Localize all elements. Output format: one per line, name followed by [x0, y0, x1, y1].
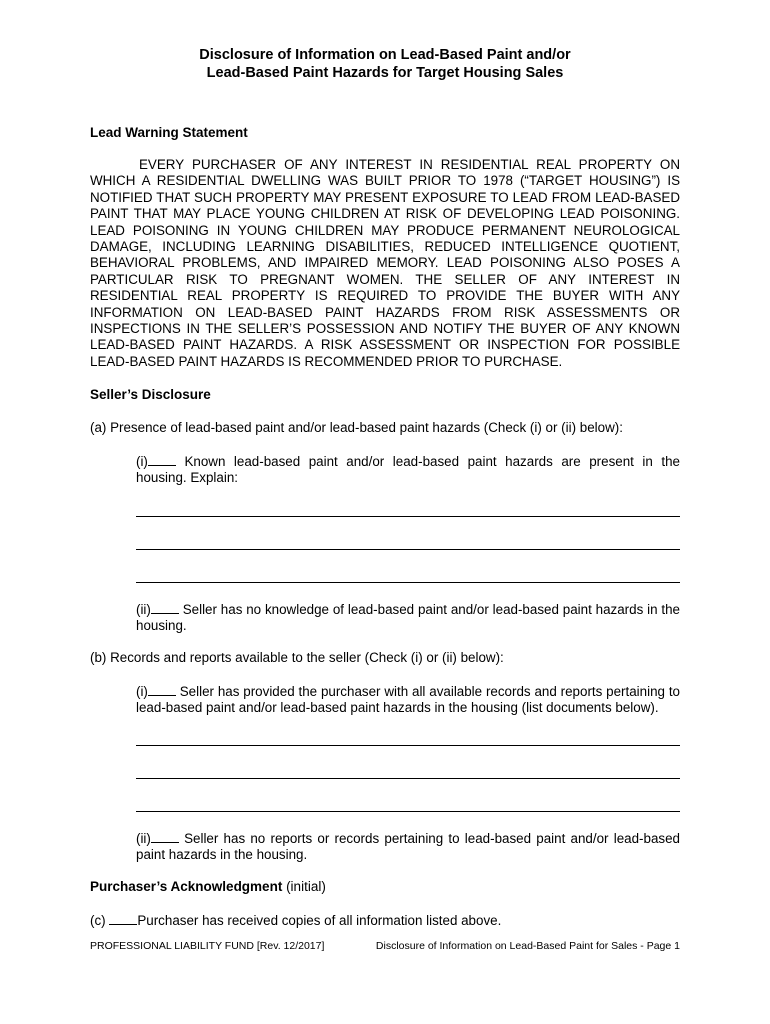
- section-a-label: (a) Presence of lead-based paint and/or lead-based paint hazards (Check (i) or (ii) below):: [90, 420, 623, 435]
- footer-left: PROFESSIONAL LIABILITY FUND [Rev. 12/2017]: [90, 940, 325, 952]
- option-text: Seller has provided the purchaser with all available records and reports pertaining to lead-based paint and/or lead-based paint hazards in the housing (list documents below).: [136, 684, 680, 716]
- lead-warning-heading: Lead Warning Statement: [90, 125, 248, 140]
- initial-blank-c[interactable]: [109, 912, 137, 925]
- section-b-option-i: [136, 683, 680, 717]
- documents-line-3[interactable]: [136, 811, 680, 812]
- option-prefix: (i): [136, 684, 148, 699]
- option-prefix: (ii): [136, 602, 151, 617]
- option-text: Known lead-based paint and/or lead-based paint hazards are present in the housing. Explain:: [136, 454, 680, 486]
- option-prefix: (c): [90, 913, 110, 928]
- option-text: Seller has no reports or records pertaining to lead-based paint and/or lead-based paint hazards in the housing.: [136, 831, 680, 863]
- option-prefix: (ii): [136, 831, 151, 846]
- explain-line-2[interactable]: [136, 549, 680, 550]
- section-a-option-i: [136, 453, 680, 487]
- initial-blank-b-ii[interactable]: [151, 830, 179, 843]
- documents-line-1[interactable]: [136, 745, 680, 746]
- option-prefix: (i): [136, 454, 148, 469]
- footer-right: Disclosure of Information on Lead-Based Paint for Sales - Page 1: [375, 940, 680, 952]
- title-line-2: Lead-Based Paint Hazards for Target Housing Sales: [206, 65, 564, 81]
- document-title: [90, 46, 680, 82]
- section-c-statement: [90, 912, 680, 929]
- explain-line-3[interactable]: [136, 582, 680, 583]
- lead-warning-statement: EVERY PURCHASER OF ANY INTEREST IN RESIDENTIAL REAL PROPERTY ON WHICH A RESIDENTIAL DWELLING WAS BUILT PRIOR TO 1978 (“TARGET HOUSING”) IS NOTIFIED THAT SUCH PROPERTY MAY PRESENT EXPOSURE TO LEAD FROM LEAD-BASED PAINT THAT MAY PLACE YOUNG CHILDREN AT RISK OF DEVELOPING LEAD POISONING. LEAD POISONING IN YOUNG CHILDREN MAY PRODUCE PERMANENT NEUROLOGICAL DAMAGE, INCLUDING LEARNING DISABILITIES, REDUCED INTELLIGENCE QUOTIENT, BEHAVIORAL PROBLEMS, AND IMPAIRED MEMORY. LEAD POISONING ALSO POSES A PARTICULAR RISK TO PREGNANT WOMEN. THE SELLER OF ANY INTEREST IN RESIDENTIAL REAL PROPERTY IS REQUIRED TO PROVIDE THE BUYER WITH ANY INFORMATION ON LEAD-BASED PAINT HAZARDS FROM RISK ASSESSMENTS OR INSPECTIONS IN THE SELLER’S POSSESSION AND NOTIFY THE BUYER OF ANY KNOWN LEAD-BASED PAINT HAZARDS. A RISK ASSESSMENT OR INSPECTION FOR POSSIBLE LEAD-BASED PAINT HAZARDS IS RECOMMENDED PRIOR TO PURCHASE.: [90, 157, 680, 369]
- heading-text: Purchaser’s Acknowledgment: [90, 879, 283, 894]
- option-text: Seller has no knowledge of lead-based paint and/or lead-based paint hazards in the housing.: [136, 602, 680, 634]
- initial-blank-b-i[interactable]: [148, 683, 176, 696]
- option-text: Purchaser has received copies of all information listed above.: [137, 913, 502, 928]
- heading-suffix: (initial): [282, 879, 326, 894]
- section-a-option-ii: [136, 601, 680, 635]
- purchasers-acknowledgment-heading: [90, 879, 326, 895]
- initial-blank-a-ii[interactable]: [151, 601, 179, 614]
- documents-line-2[interactable]: [136, 778, 680, 779]
- section-b-label: (b) Records and reports available to the seller (Check (i) or (ii) below):: [90, 650, 504, 665]
- initial-blank-a-i[interactable]: [148, 453, 176, 466]
- section-b-option-ii: [136, 830, 680, 864]
- explain-line-1[interactable]: [136, 516, 680, 517]
- sellers-disclosure-heading: Seller’s Disclosure: [90, 387, 211, 402]
- title-line-1: Disclosure of Information on Lead-Based Paint and/or: [199, 47, 571, 63]
